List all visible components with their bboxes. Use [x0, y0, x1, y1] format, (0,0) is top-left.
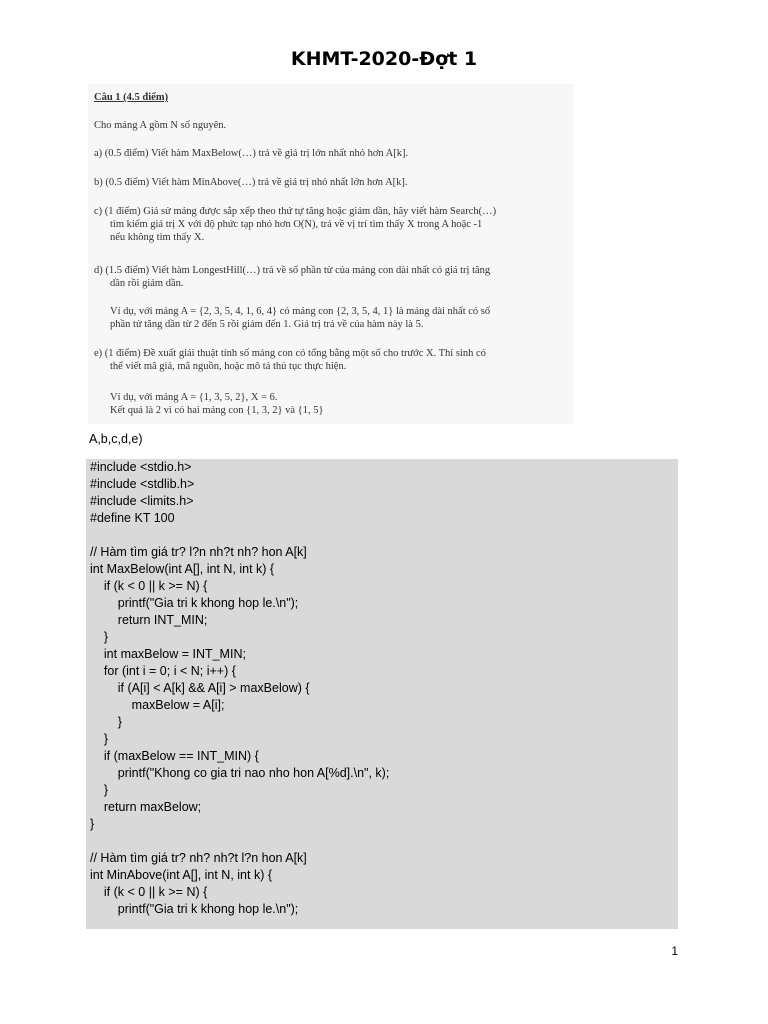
code-line: } [90, 783, 109, 797]
code-line [86, 833, 678, 850]
code-line: if (maxBelow == INT_MIN) { [90, 749, 259, 763]
code-line: #define KT 100 [90, 511, 175, 525]
page-number: 1 [671, 944, 678, 958]
code-line: if (k < 0 || k >= N) { [90, 579, 208, 593]
code-line: printf("Gia tri k khong hop le.\n"); [90, 902, 299, 916]
code-block [86, 459, 678, 929]
code-line: #include <stdio.h> [90, 460, 192, 474]
example-e-line-2: Kết quả là 2 vì có hai mảng con {1, 3, 2} và {1, 5} [110, 405, 324, 416]
code-line: if (k < 0 || k >= N) { [90, 885, 208, 899]
code-line: for (int i = 0; i < N; i++) { [90, 664, 236, 678]
item-e-line-1: e) (1 điểm) Đề xuất giải thuật tính số mảng con có tổng bằng một số cho trước X. Thí sinh có [94, 348, 486, 359]
code-line: } [90, 732, 109, 746]
code-line: int MinAbove(int A[], int N, int k) { [90, 868, 273, 882]
code-line: int MaxBelow(int A[], int N, int k) { [90, 562, 275, 576]
item-c-line-1: c) (1 điểm) Giả sử mảng được sắp xếp theo thứ tự tăng hoặc giảm dần, hãy viết hàm Search(…) [94, 206, 497, 217]
code-line: } [90, 630, 109, 644]
example-d-line-2: phần tử tăng dần từ 2 đến 5 rồi giảm đến 1. Giá trị trả về của hàm này là 5. [110, 319, 424, 330]
code-line: } [90, 715, 122, 729]
item-c-line-2: tìm kiếm giá trị X với độ phức tạp nhỏ hơn O(N), trả về vị trí tìm thấy X trong A hoặc -1 [110, 219, 483, 230]
item-d-line-1: d) (1.5 điểm) Viết hàm LongestHill(…) trả về số phần tử của mảng con dài nhất có giá trị tăng [94, 265, 491, 276]
code-line [86, 527, 678, 544]
item-e-line-2: thể viết mã giả, mã nguồn, hoặc mô tả thủ tục thực hiện. [110, 361, 347, 372]
item-c-line-3: nếu không tìm thấy X. [110, 232, 205, 243]
code-line: int maxBelow = INT_MIN; [90, 647, 246, 661]
code-line: // Hàm tìm giá tr? nh? nh?t l?n hon A[k] [90, 851, 307, 865]
code-line: printf("Khong co gia tri nao nho hon A[%d].\n", k); [90, 766, 390, 780]
code-line: } [90, 817, 95, 831]
item-a-line-1: a) (0.5 điểm) Viết hàm MaxBelow(…) trả về giá trị lớn nhất nhỏ hơn A[k]. [94, 148, 409, 159]
scanned-question-image [88, 84, 574, 424]
question-intro: Cho mảng A gồm N số nguyên. [94, 120, 227, 131]
parts-label: A,b,c,d,e) [89, 432, 143, 446]
document-title: KHMT-2020-Đợt 1 [290, 48, 478, 70]
code-line: if (A[i] < A[k] && A[i] > maxBelow) { [90, 681, 310, 695]
item-d-line-2: dần rồi giảm dần. [110, 278, 184, 289]
item-b-line-1: b) (0.5 điểm) Viết hàm MinAbove(…) trả về giá trị nhỏ nhất lớn hơn A[k]. [94, 177, 408, 188]
question-heading: Câu 1 (4.5 điểm) [94, 92, 169, 103]
example-e-line-1: Ví dụ, với mảng A = {1, 3, 5, 2}, X = 6. [110, 392, 278, 403]
code-line: return INT_MIN; [90, 613, 208, 627]
code-line: return maxBelow; [90, 800, 202, 814]
code-line: printf("Gia tri k khong hop le.\n"); [90, 596, 299, 610]
code-line: #include <limits.h> [90, 494, 194, 508]
code-line: // Hàm tìm giá tr? l?n nh?t nh? hon A[k] [90, 545, 307, 559]
code-line: #include <stdlib.h> [90, 477, 195, 491]
code-line: maxBelow = A[i]; [90, 698, 225, 712]
example-d-line-1: Ví dụ, với mảng A = {2, 3, 5, 4, 1, 6, 4} có mảng con {2, 3, 5, 4, 1} là mảng dài nhất có số [110, 306, 491, 317]
